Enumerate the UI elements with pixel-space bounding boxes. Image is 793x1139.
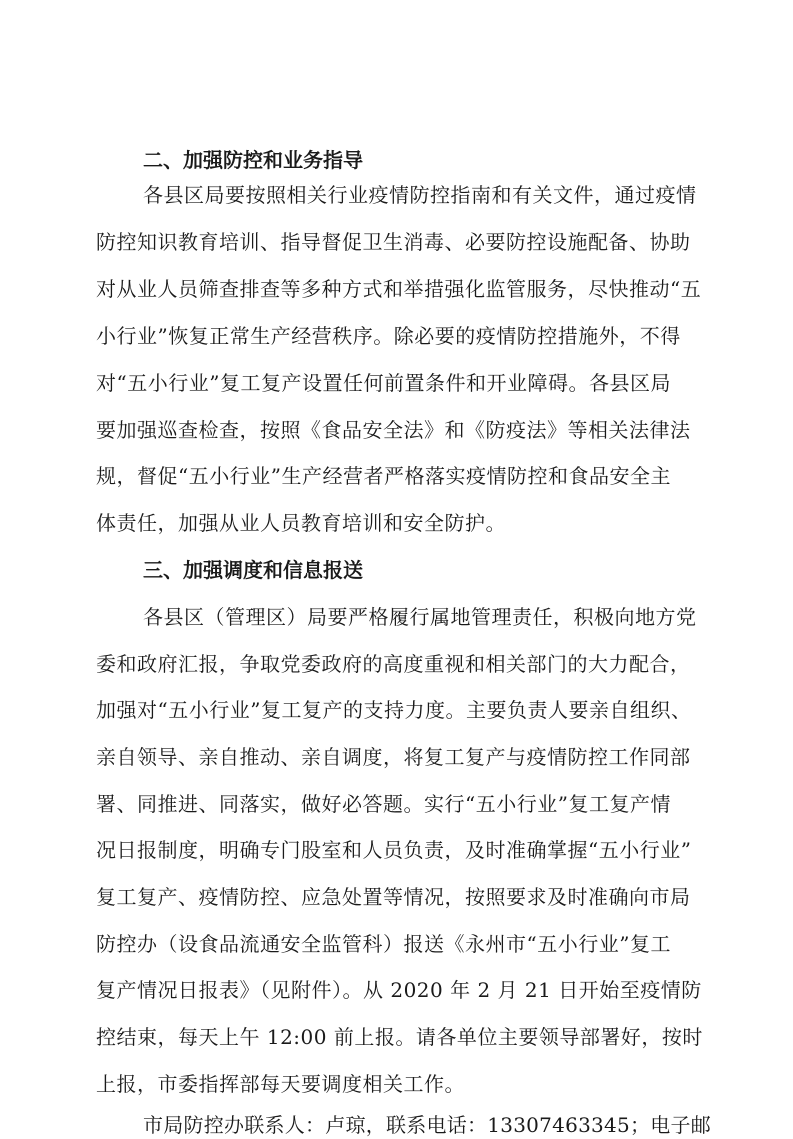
section-3-line: 亲自领导、亲自推动、亲自调度，将复工复产与疫情防控工作同部: [96, 745, 691, 769]
section-2-line: 防控知识教育培训、指导督促卫生消毒、必要防控设施配备、协助: [96, 230, 691, 254]
section-2-line: 要加强巡查检查，按照《食品安全法》和《防疫法》等相关法律法: [96, 418, 691, 442]
section-2-heading: 二、加强防控和业务指导: [143, 148, 363, 172]
section-2-line: 对“五小行业”复工复产设置任何前置条件和开业障碍。各县区局: [96, 371, 671, 395]
section-3-line: 防控办（设食品流通安全监管科）报送《永州市“五小行业”复工: [96, 932, 671, 956]
section-2-line: 小行业”恢复正常生产经营秩序。除必要的疫情防控措施外，不得: [96, 324, 681, 348]
section-3-line: 各县区（管理区）局要严格履行属地管理责任，积极向地方党: [143, 605, 697, 629]
section-3-line: 署、同推进、同落实，做好必答题。实行“五小行业”复工复产情: [96, 792, 671, 816]
section-2-line: 各县区局要按照相关行业疫情防控指南和有关文件，通过疫情: [143, 183, 697, 207]
section-3-line: 复产情况日报表》（见附件）。从 2020 年 2 月 21 日开始至疫情防: [96, 978, 702, 1002]
section-3-heading: 三、加强调度和信息报送: [143, 558, 363, 582]
section-3-line: 复工复产、疫情防控、应急处置等情况，按照要求及时准确向市局: [96, 885, 691, 909]
section-2-line: 对从业人员筛查排查等多种方式和举措强化监管服务，尽快推动“五: [96, 277, 702, 301]
section-3-line: 委和政府汇报，争取党委政府的高度重视和相关部门的大力配合，: [96, 652, 691, 676]
section-2-line: 体责任，加强从业人员教育培训和安全防护。: [96, 511, 506, 535]
section-3-line: 上报，市委指挥部每天要调度相关工作。: [96, 1072, 465, 1096]
section-2-line: 规，督促“五小行业”生产经营者严格落实疫情防控和食品安全主: [96, 464, 671, 488]
section-3-line: 控结束，每天上午 12:00 前上报。请各单位主要领导部署好，按时: [96, 1025, 703, 1049]
section-3-line: 加强对“五小行业”复工复产的支持力度。主要负责人要亲自组织、: [96, 698, 692, 722]
contact-line: 市局防控办联系人：卢琼，联系电话：13307463345；电子邮: [143, 1113, 711, 1137]
section-3-line: 况日报制度，明确专门股室和人员负责，及时准确掌握“五小行业”: [96, 838, 692, 862]
